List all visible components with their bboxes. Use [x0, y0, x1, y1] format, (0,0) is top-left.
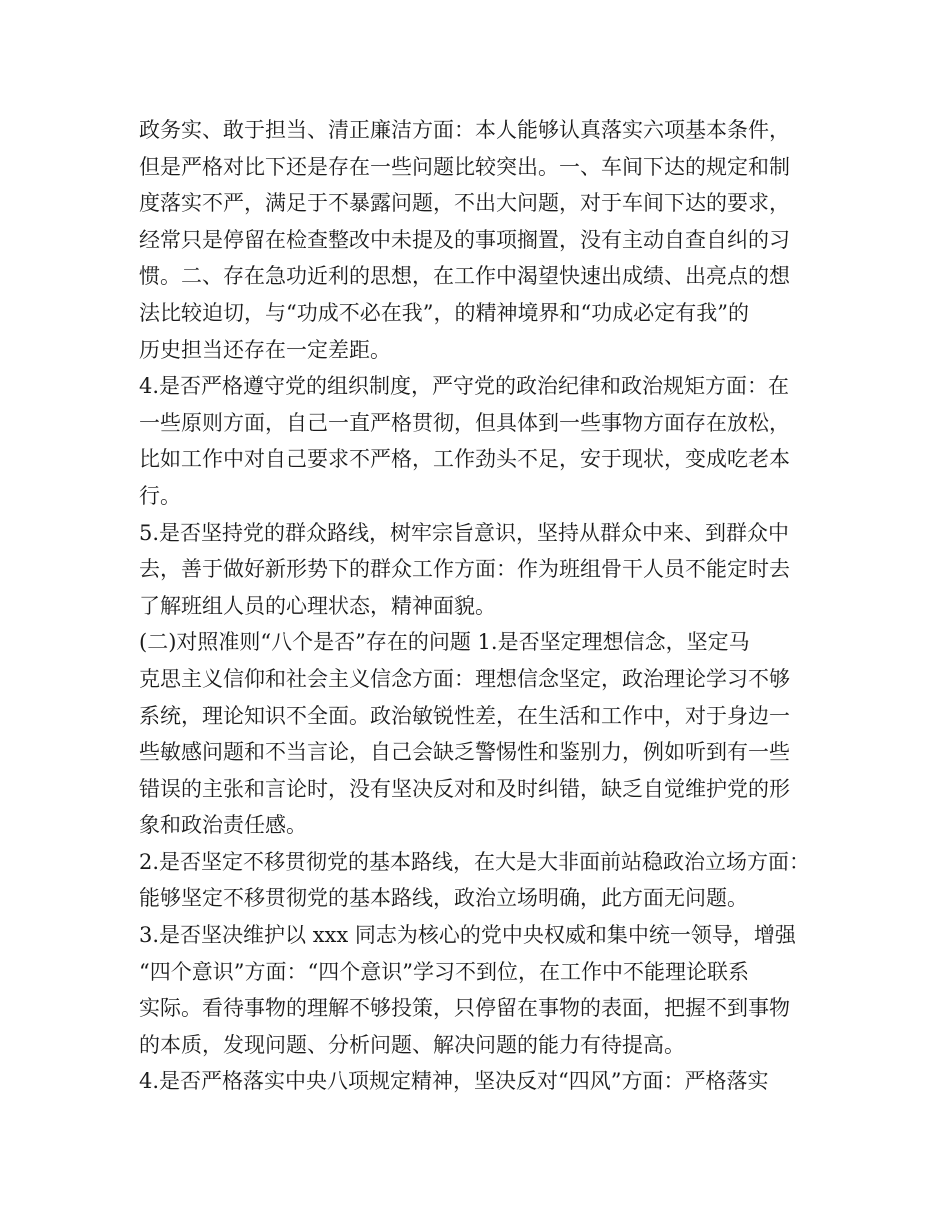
text-line: 历史担当还存在一定差距。: [139, 337, 391, 362]
text-line: “四个意识”方面：“四个意识”学习不到位，在工作中不能理论联系: [139, 959, 749, 984]
text-line: 3.是否坚决维护以 xxx 同志为核心的党中央权威和集中统一领导，增强: [139, 923, 796, 948]
text-line: 些敏感问题和不当言论，自己会缺乏警惕性和鉴别力，例如听到有一些: [139, 740, 790, 765]
text-line: (二)对照准则“八个是否”存在的问题 1.是否坚定理想信念，坚定马: [139, 630, 750, 655]
text-line: 惯。二、存在急功近利的思想，在工作中渴望快速出成绩、出亮点的想: [139, 264, 790, 289]
text-line: 政务实、敢于担当、清正廉洁方面：本人能够认真落实六项基本条件，: [139, 118, 790, 142]
text-line: 经常只是停留在检查整改中未提及的事项搁置，没有主动自查自纠的习: [139, 227, 790, 252]
text-line: 4.是否严格落实中央八项规定精神，坚决反对“四风”方面：严格落实: [139, 1069, 769, 1094]
text-line: 度落实不严，满足于不暴露问题，不出大问题，对于车间下达的要求，: [139, 191, 790, 216]
text-line: 一些原则方面，自己一直严格贯彻，但具体到一些事物方面存在放松，: [139, 410, 790, 435]
text-line: 去，善于做好新形势下的群众工作方面：作为班组骨干人员不能定时去: [139, 557, 790, 582]
text-line: 系统，理论知识不全面。政治敏锐性差，在生活和工作中，对于身边一: [139, 703, 790, 728]
text-line: 了解班组人员的心理状态，精神面貌。: [139, 593, 496, 618]
text-line: 法比较迫切，与“功成不必在我”，的精神境界和“功成必定有我”的: [139, 300, 749, 325]
text-line: 的本质，发现问题、分析问题、解决问题的能力有待提高。: [139, 1032, 685, 1057]
text-line: 但是严格对比下还是存在一些问题比较突出。一、车间下达的规定和制: [139, 154, 790, 179]
text-line: 克思主义信仰和社会主义信念方面：理想信念坚定，政治理论学习不够: [139, 666, 790, 691]
text-line: 错误的主张和言论时，没有坚决反对和及时纠错，缺乏自觉维护党的形: [139, 776, 790, 801]
text-line: 能够坚定不移贯彻党的基本路线，政治立场明确，此方面无问题。: [139, 886, 748, 911]
text-line: 比如工作中对自己要求不严格，工作劲头不足，安于现状，变成吃老本: [139, 447, 790, 472]
text-line: 5.是否坚持党的群众路线，树牢宗旨意识，坚持从群众中来、到群众中: [139, 520, 790, 545]
text-line: 实际。看待事物的理解不够投策，只停留在事物的表面，把握不到事物: [139, 996, 790, 1021]
text-line: 4.是否严格遵守党的组织制度，严守党的政治纪律和政治规矩方面：在: [139, 374, 790, 399]
text-line: 2.是否坚定不移贯彻党的基本路线，在大是大非面前站稳政治立场方面：: [139, 849, 811, 874]
body-text: [139, 112, 839, 1100]
text-line: 象和政治责任感。: [139, 813, 307, 838]
text-line: 行。: [139, 483, 181, 508]
